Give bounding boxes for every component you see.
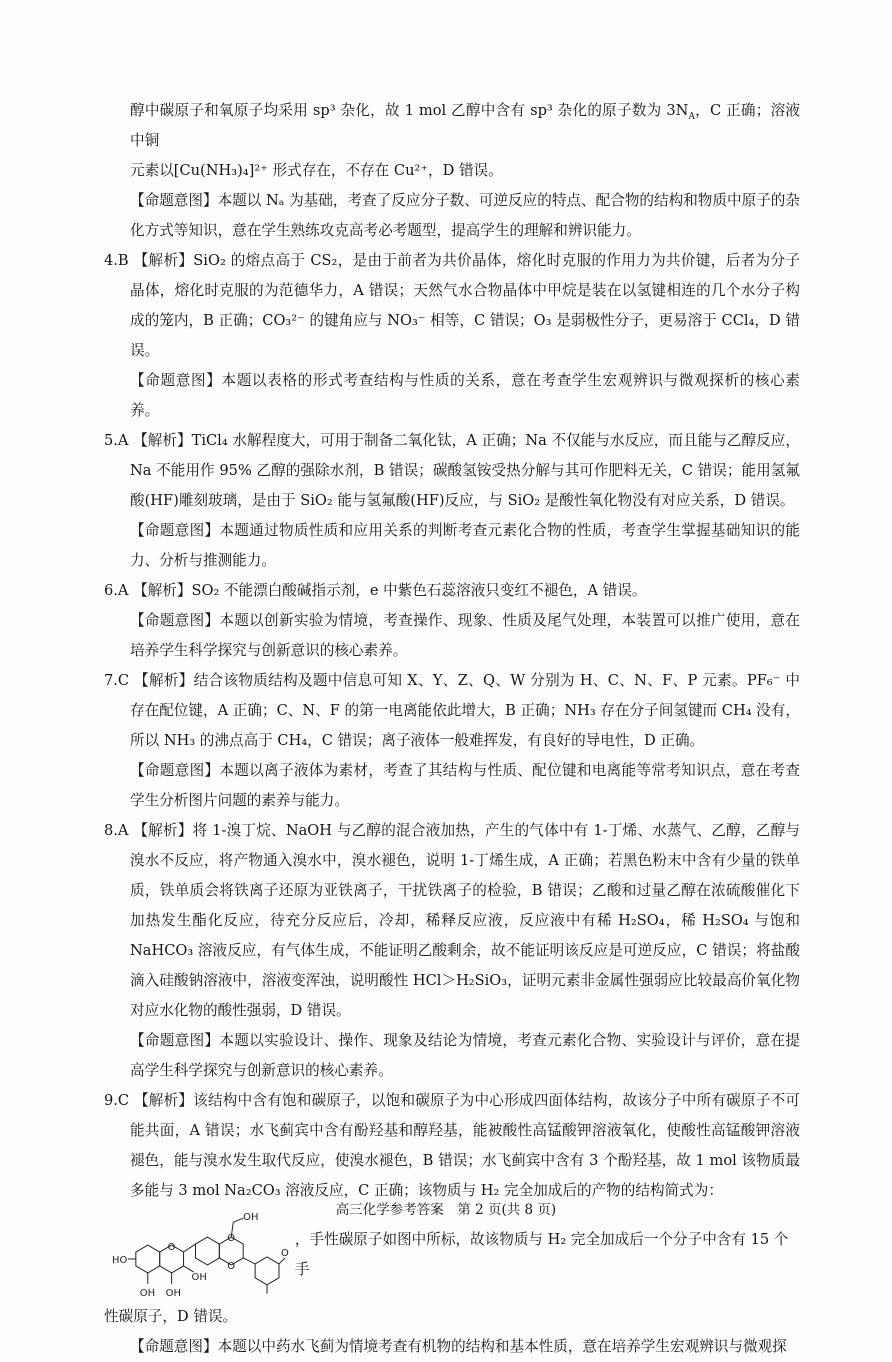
o-label-1: O <box>167 1242 176 1254</box>
o-label-2: O <box>227 1233 236 1245</box>
oh-label-3: OH <box>191 1271 207 1283</box>
question-4: 4.B 【解析】SiO₂ 的熔点高于 CS₂，是由于前者为共价晶体，熔化时克服的作用力为共价键，后者为分子晶体，熔化时克服的为范德华力，A 错误；天然气水合物晶体中甲烷是装在以氢键相连的几个水分子构成的笼内，B 正确；CO₃²⁻ 的键角应与 NO₃⁻ 相等，C 错误；O₃ 是弱极性分子，更易溶于 CCl₄，D 错误。 <box>104 252 800 359</box>
question-8: 8.A 【解析】将 1-溴丁烷、NaOH 与乙醇的混合液加热，产生的气体中有 1-丁烯、水蒸气、乙醇，乙醇与溴水不反应，将产物通入溴水中，溴水褪色，说明 1-丁烯生成，A 正确；若黑色粉末中含有少量的铁单质，铁单质会将铁离子还原为亚铁离子，干扰铁离子的检验，B 错误；乙酸和过量乙醇在浓硫酸催化下加热发生酯化反应，待充分反应后，冷却，稀释反应液，反应液中有稀 H₂SO₄，稀 H₂SO₄ 与饱和 NaHCO₃ 溶液反应，有气体生成，不能证明乙酸剩余，故不能证明该反应是可逆反应，C 错误；将盐酸滴入硅酸钠溶液中，溶液变浑浊，说明酸性 HCl＞H₂SiO₃，证明元素非金属性强弱应比较最高价氧化物对应水化物的酸性强弱，D 错误。 <box>104 822 800 1019</box>
question-9-tail: 性碳原子，D 错误。 <box>104 1308 238 1325</box>
oh-label-2: OH <box>165 1287 181 1299</box>
page-footer: 高三化学参考答案 第 2 页(共 8 页) <box>335 1202 557 1218</box>
o-label-3: O <box>227 1260 236 1272</box>
intent-5: 【命题意图】本题通过物质性质和应用关系的判断考查元素化合物的性质，考查学生掌握基础知识的能力、分析与推测能力。 <box>130 522 800 569</box>
intent-8: 【命题意图】本题以实验设计、操作、现象及结论为情境，考查元素化合物、实验设计与评价，意在提高学生科学探究与创新意识的核心素养。 <box>130 1032 800 1079</box>
ho-label: HO <box>111 1254 128 1266</box>
structure-row <box>110 1208 800 1302</box>
question-9: 9.C 【解析】该结构中含有饱和碳原子，以饱和碳原子为中心形成四面体结构，故该分子中所有碳原子不可能共面，A 错误；水飞蓟宾中含有酚羟基和醇羟基，能被酸性高锰酸钾溶液氧化，使酸性高锰酸钾溶液褪色，能与溴水发生取代反应，使溴水褪色，B 错误；水飞蓟宾中含有 3 个酚羟基，故 1 mol 该物质最多能与 3 mol Na₂CO₃ 溶液反应，C 正确；该物质与 H₂ 完全加成后的产物的结构简式为： <box>104 1092 800 1199</box>
intent-7: 【命题意图】本题以离子液体为素材，考查了其结构与性质、配位键和电离能等常考知识点，意在考查学生分析图片问题的素养与能力。 <box>130 762 800 809</box>
intro-line: 醇中碳原子和氧原子均采用 sp³ 杂化，故 1 mol 乙醇中含有 sp³ 杂化的原子数为 $3N_A$，C 正确；溶液中铜 <box>130 102 800 149</box>
molecule-structure <box>110 1208 289 1302</box>
intent-3: 【命题意图】本题以 Nₐ 为基础，考查了反应分子数、可逆反应的特点、配合物的结构和物质中原子的杂化方式等知识，意在学生熟练攻克高考必考题型，提高学生的理解和辨识能力。 <box>130 192 800 239</box>
question-6: 6.A 【解析】SO₂ 不能漂白酸碱指示剂，e 中紫色石蕊溶液只变红不褪色，A 错误。 <box>104 582 647 599</box>
intent-9: 【命题意图】本题以中药水飞蓟为情境考查有机物的结构和基本性质，意在培养学生宏观辨识与微观探 <box>130 1338 787 1355</box>
content <box>104 96 800 1362</box>
question-7: 7.C 【解析】结合该物质结构及题中信息可知 X、Y、Z、Q、W 分别为 H、C、N、F、P 元素。PF₆⁻ 中存在配位键，A 正确；C、N、F 的第一电离能依此增大，B 正确；NH₃ 存在分子间氢键而 CH₄ 没有，所以 NH₃ 的沸点高于 CH₄，C 错误；离子液体一般难挥发，有良好的导电性，D 正确。 <box>104 672 800 749</box>
o-label-4: O <box>280 1247 289 1259</box>
intent-4: 【命题意图】本题以表格的形式考查结构与性质的关系，意在考查学生宏观辨识与微观探析的核心素养。 <box>130 372 800 419</box>
question-5: 5.A 【解析】TiCl₄ 水解程度大，可用于制备二氧化钛，A 正确；Na 不仅能与水反应，而且能与乙醇反应，Na 不能用作 95% 乙醇的强除水剂，B 错误；碳酸氢铵受热分解与其可作肥料无关，C 错误；能用氢氟酸(HF)雕刻玻璃，是由于 SiO₂ 能与氢氟酸(HF)反应，与 SiO₂ 是酸性氧化物没有对应关系，D 错误。 <box>104 432 800 509</box>
oh-label-4: OH <box>243 1212 259 1224</box>
structure-caption: ，手性碳原子如图中所标，故该物质与 H₂ 完全加成后一个分子中含有 15 个手 <box>294 1231 789 1278</box>
oh-label-1: OH <box>139 1287 156 1299</box>
intent-6: 【命题意图】本题以创新实验为情境，考查操作、现象、性质及尾气处理，本装置可以推广使用，意在培养学生科学探究与创新意识的核心素养。 <box>130 612 800 659</box>
intro-line-2: 元素以[Cu(NH₃)₄]²⁺ 形式存在，不存在 Cu²⁺，D 错误。 <box>130 162 503 179</box>
